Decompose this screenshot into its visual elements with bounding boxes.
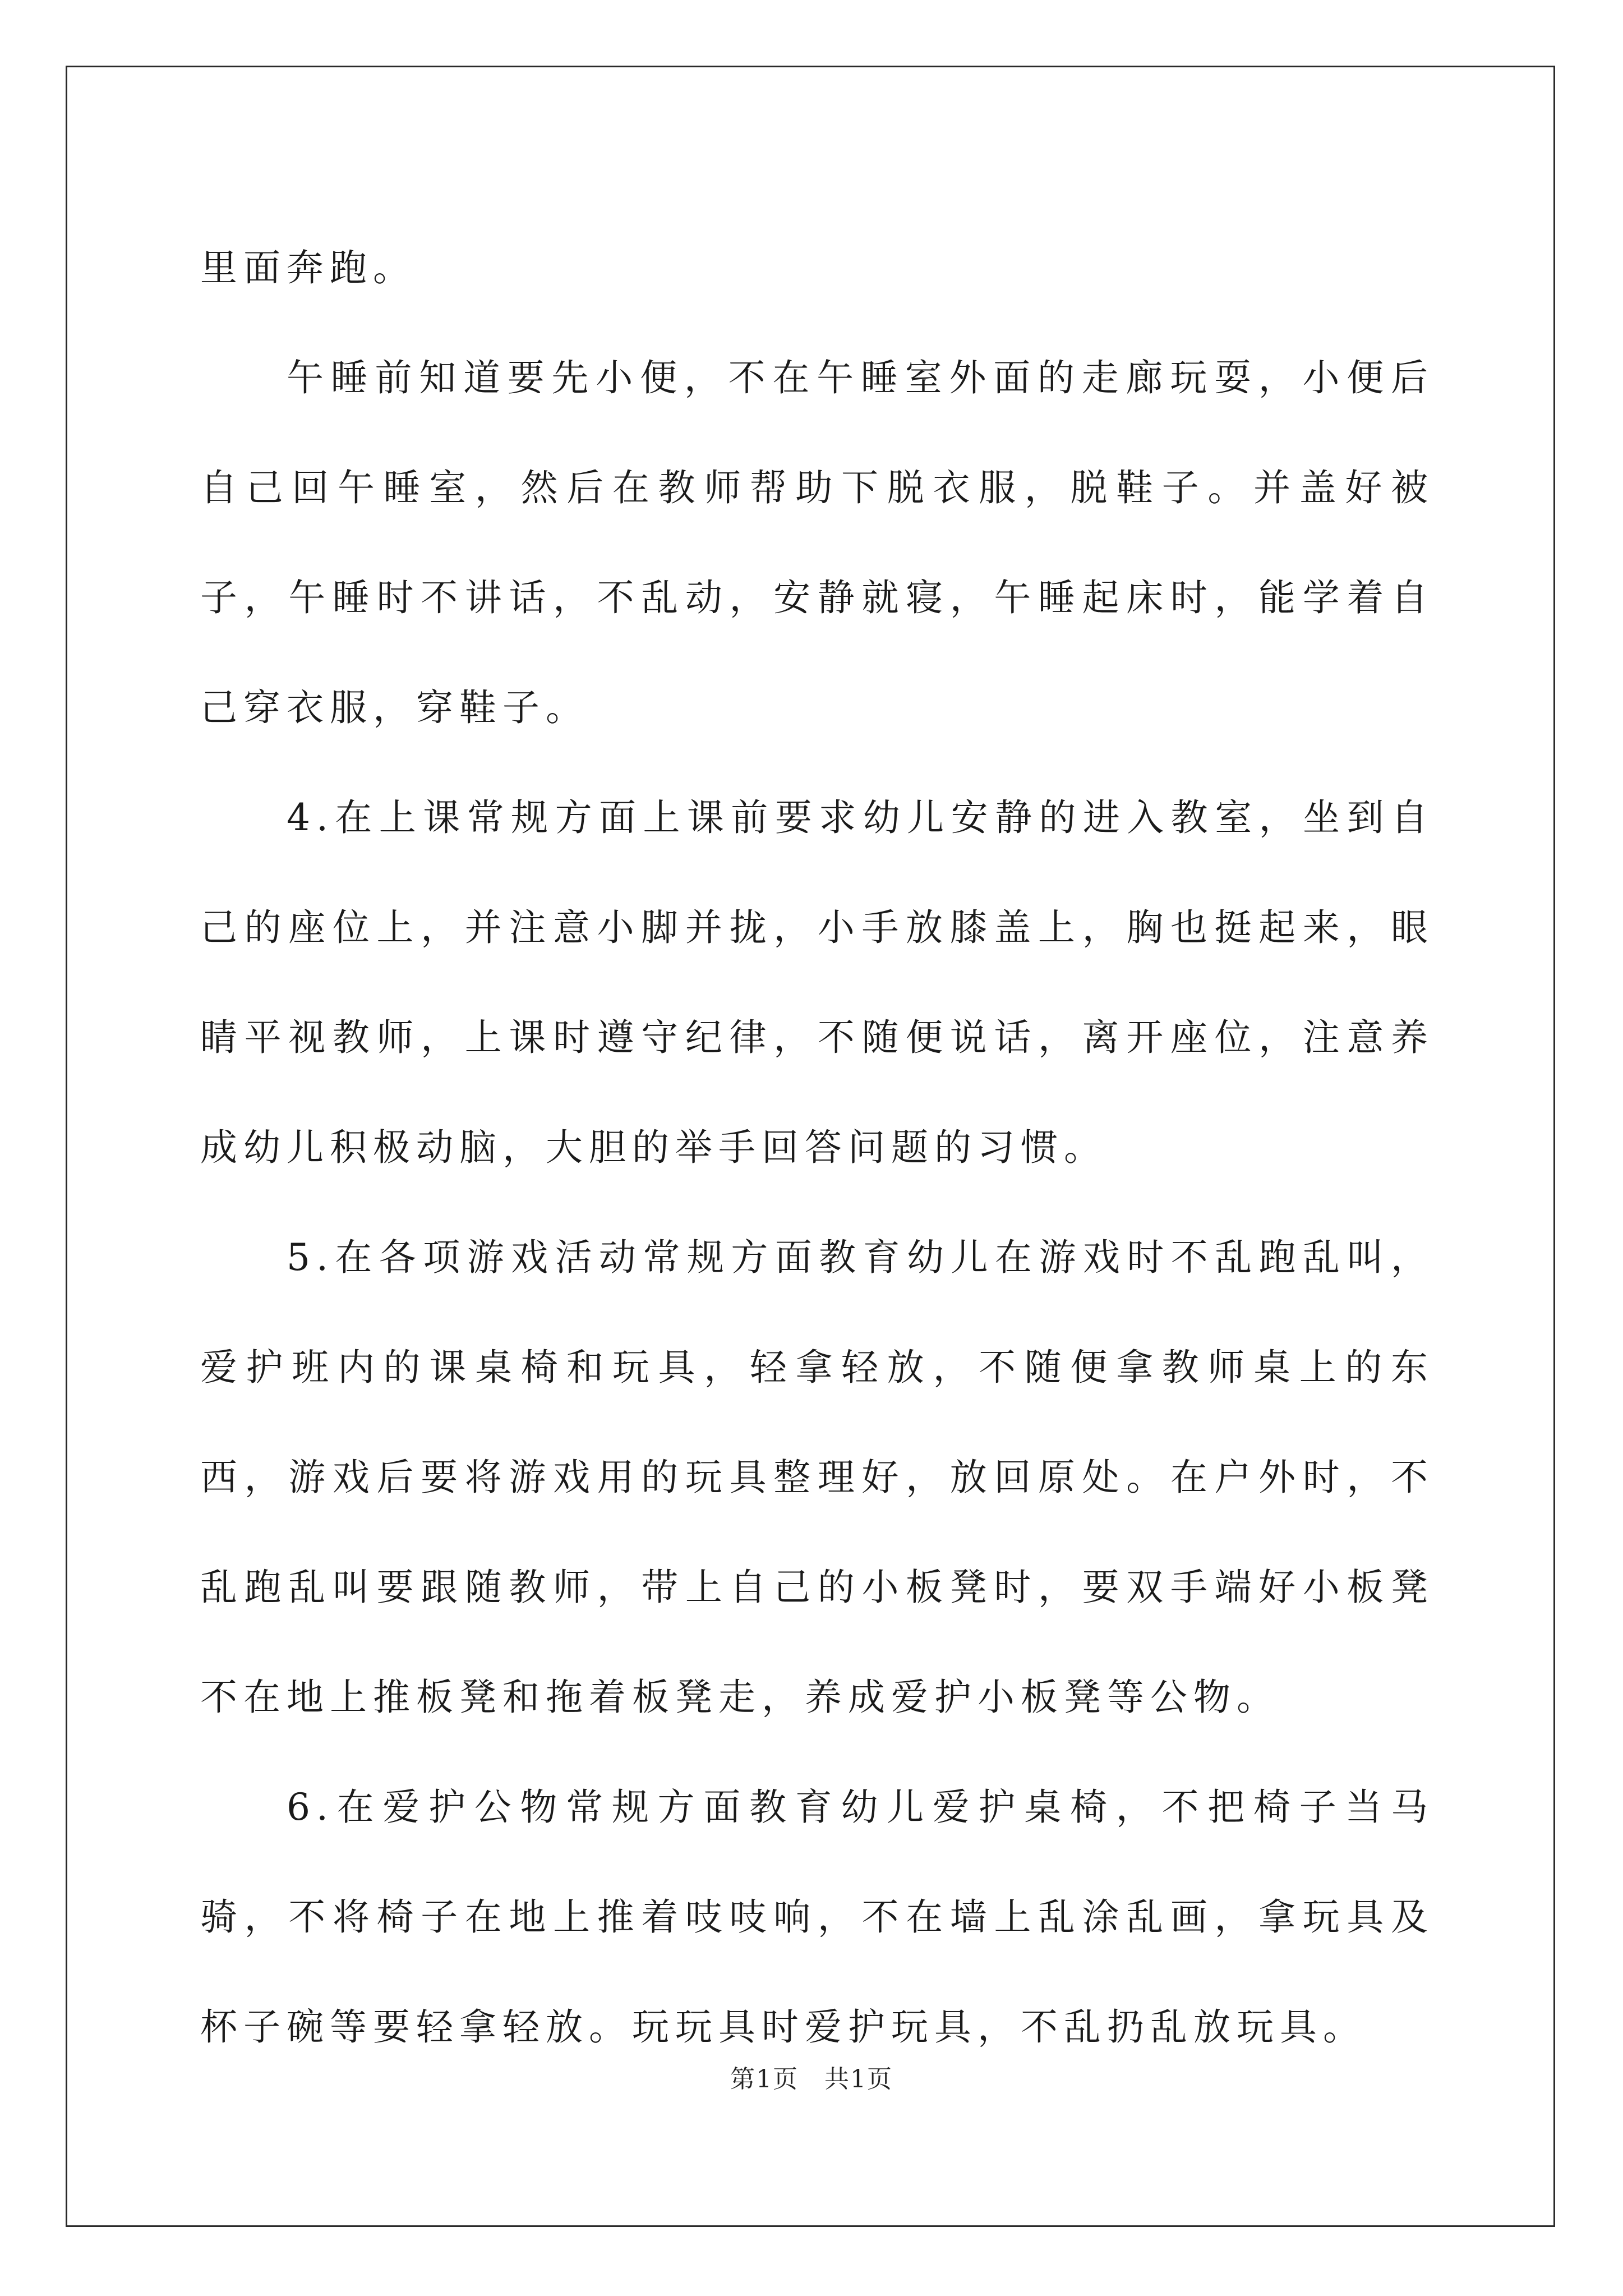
paragraph-item-4: 4.在上课常规方面上课前要求幼儿安静的进入教室，坐到自己的座位上，并注意小脚并拢，小手放膝盖上，胸也挺起来，眼睛平视教师，上课时遵守纪律，不随便说话，离开座位，注意养成幼儿积极动脑，大胆的举手回答问题的习惯。 (200, 796, 1434, 1169)
page-footer: 第1页 共1页 (730, 2065, 893, 2093)
paragraph-continuation: 里面奔跑。 (200, 246, 416, 289)
paragraph-item-6: 6.在爱护公物常规方面教育幼儿爱护桌椅，不把椅子当马骑，不将椅子在地上推着吱吱响，不在墙上乱涂乱画，拿玩具及杯子碗等要轻拿轻放。玩玩具时爱护玩具，不乱扔乱放玩具。 (200, 1786, 1434, 2049)
paragraph-item-5: 5.在各项游戏活动常规方面教育幼儿在游戏时不乱跑乱叫，爱护班内的课桌椅和玩具，轻拿轻放，不随便拿教师桌上的东西，游戏后要将游戏用的玩具整理好，放回原处。在户外时，不乱跑乱叫要跟随教师，带上自己的小板凳时，要双手端好小板凳不在地上推板凳和拖着板凳走，养成爱护小板凳等公物。 (200, 1236, 1434, 1719)
document-body (200, 213, 1434, 2082)
paragraph-nap-routine: 午睡前知道要先小便，不在午睡室外面的走廊玩耍，小便后自己回午睡室，然后在教师帮助下脱衣服，脱鞋子。并盖好被子，午睡时不讲话，不乱动，安静就寝，午睡起床时，能学着自己穿衣服，穿鞋子。 (200, 356, 1434, 729)
